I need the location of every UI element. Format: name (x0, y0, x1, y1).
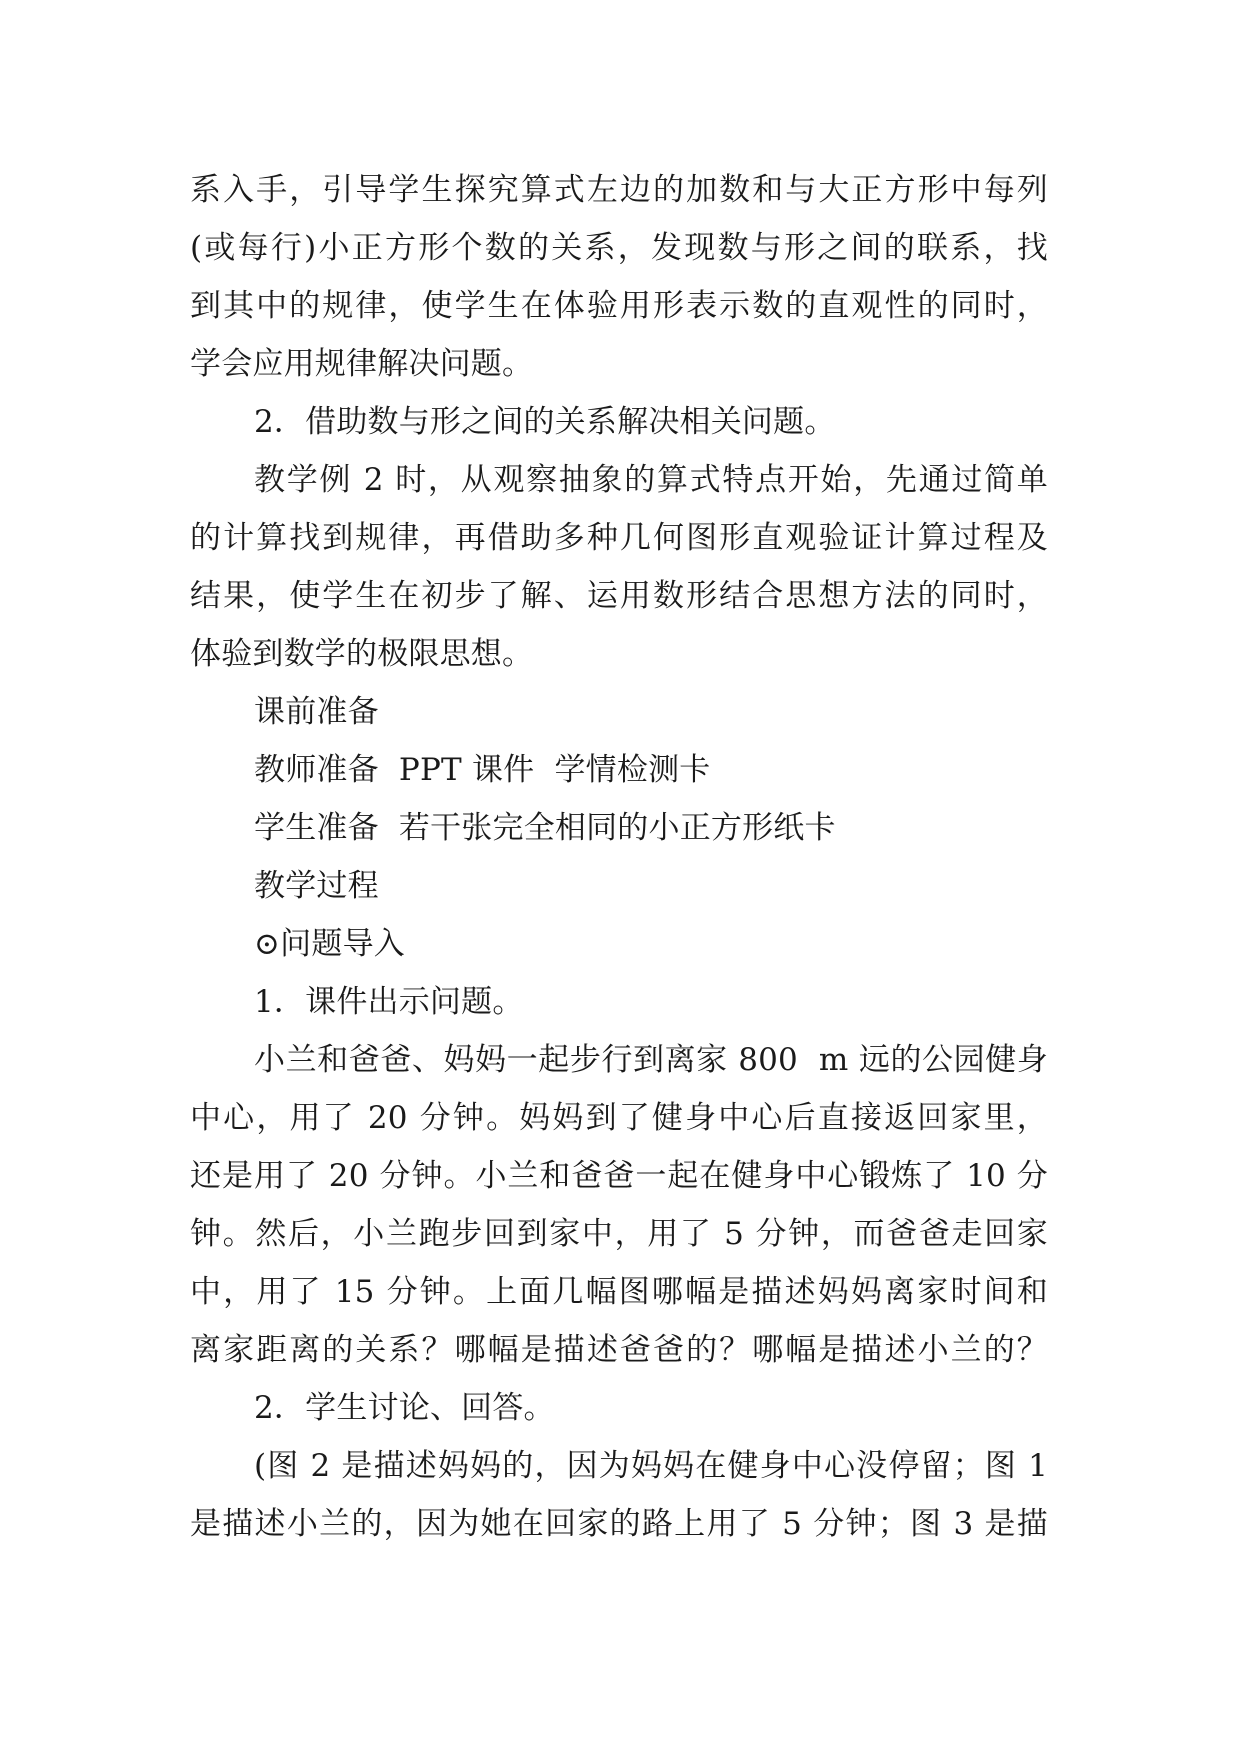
text-line: 还是用了 20 分钟。小兰和爸爸一起在健身中心锻炼了 10 分 (190, 1158, 1048, 1194)
text-line: 到其中的规律，使学生在体验用形表示数的直观性的同时， (190, 288, 1048, 324)
text-line: (图 2 是描述妈妈的，因为妈妈在健身中心没停留；图 1 (254, 1448, 1048, 1484)
text-line: 教师准备 PPT 课件 学情检测卡 (254, 752, 711, 788)
text-line: (或每行)小正方形个数的关系，发现数与形之间的联系，找 (190, 230, 1048, 266)
text-line: 的计算找到规律，再借助多种几何图形直观验证计算过程及 (190, 520, 1048, 556)
numbered-heading: 2．学生讨论、回答。 (254, 1390, 555, 1426)
text-line: 学会应用规律解决问题。 (190, 346, 534, 382)
text-line: 小兰和爸爸、妈妈一起步行到离家 800 m 远的公园健身 (254, 1042, 1048, 1078)
section-heading: 课前准备 (254, 694, 379, 730)
text-line: 系入手，引导学生探究算式左边的加数和与大正方形中每列 (190, 172, 1048, 208)
section-heading: ⊙问题导入 (254, 926, 405, 962)
text-line: 离家距离的关系？哪幅是描述爸爸的？哪幅是描述小兰的？ (190, 1332, 1048, 1368)
numbered-heading: 2．借助数与形之间的关系解决相关问题。 (254, 404, 836, 440)
text-line: 是描述小兰的，因为她在回家的路上用了 5 分钟；图 3 是描 (190, 1506, 1048, 1542)
text-line: 体验到数学的极限思想。 (190, 636, 534, 672)
text-line: 学生准备 若干张完全相同的小正方形纸卡 (254, 810, 836, 846)
text-line: 钟。然后，小兰跑步回到家中，用了 5 分钟，而爸爸走回家 (190, 1216, 1048, 1252)
text-line: 教学例 2 时，从观察抽象的算式特点开始，先通过简单 (254, 462, 1048, 498)
text-line: 中心，用了 20 分钟。妈妈到了健身中心后直接返回家里， (190, 1100, 1048, 1136)
text-line: 中，用了 15 分钟。上面几幅图哪幅是描述妈妈离家时间和 (190, 1274, 1048, 1310)
numbered-heading: 1．课件出示问题。 (254, 984, 524, 1020)
text-line: 结果，使学生在初步了解、运用数形结合思想方法的同时， (190, 578, 1048, 614)
section-heading: 教学过程 (254, 868, 379, 904)
